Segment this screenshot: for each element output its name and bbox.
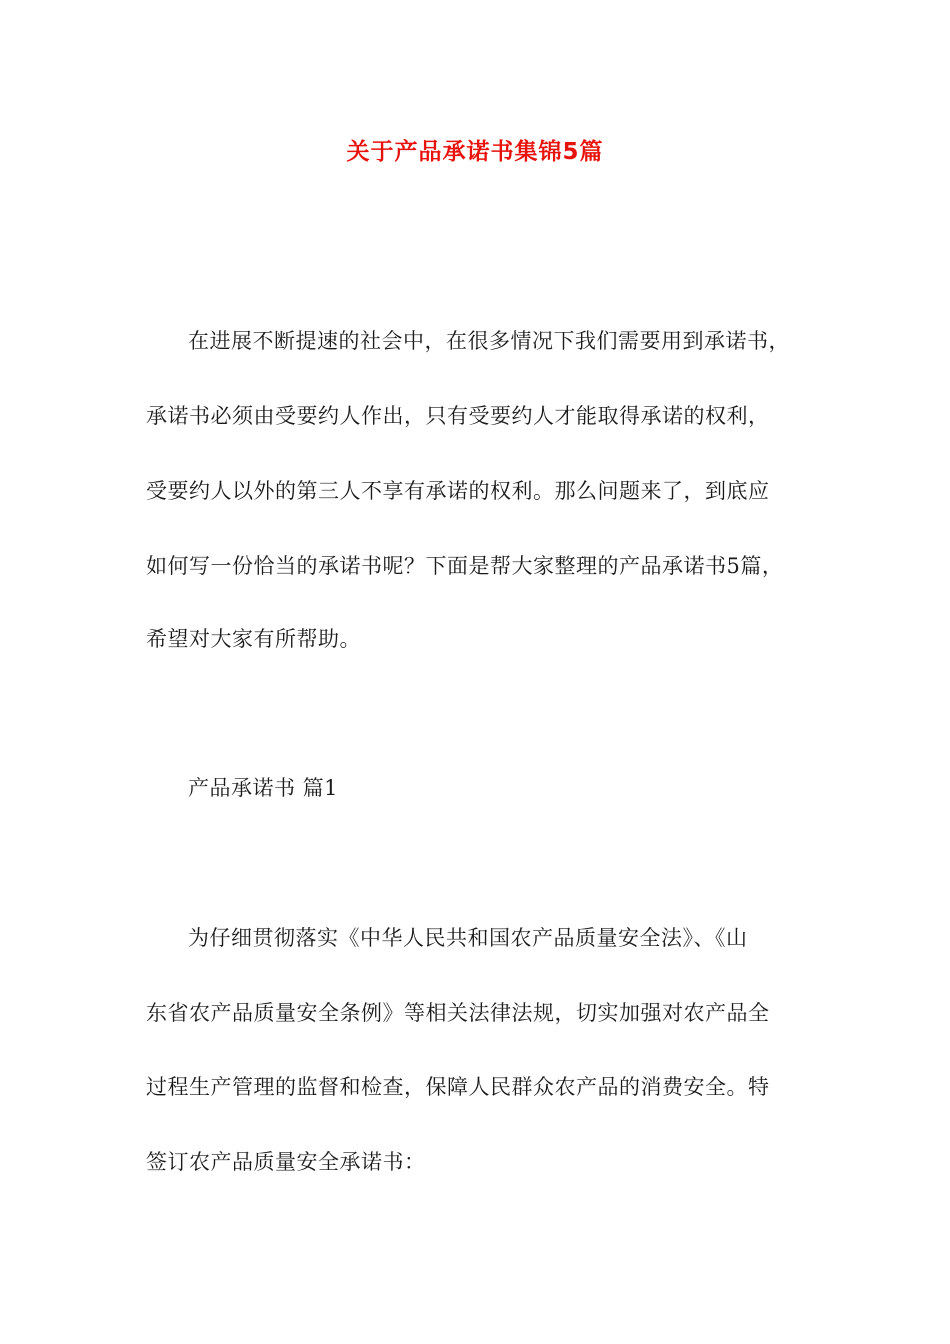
intro-line-4: 如何写一份恰当的承诺书呢？下面是帮大家整理的产品承诺书5篇，: [146, 554, 784, 578]
body-line-1: 为仔细贯彻落实《中华人民共和国农产品质量安全法》、《山: [188, 926, 748, 950]
intro-line-1: 在进展不断提速的社会中，在很多情况下我们需要用到承诺书，: [188, 329, 790, 353]
intro-line-3: 受要约人以外的第三人不享有承诺的权利。那么问题来了，到底应: [146, 479, 770, 503]
body-line-2: 东省农产品质量安全条例》等相关法律法规，切实加强对农产品全: [146, 1001, 770, 1025]
body-line-4: 签订农产品质量安全承诺书：: [146, 1150, 426, 1174]
document-title: 关于产品承诺书集锦5篇: [346, 139, 604, 165]
section-heading: 产品承诺书 篇1: [188, 776, 339, 800]
intro-line-2: 承诺书必须由受要约人作出，只有受要约人才能取得承诺的权利，: [146, 404, 770, 428]
intro-line-5: 希望对大家有所帮助。: [146, 627, 361, 651]
body-line-3: 过程生产管理的监督和检查，保障人民群众农产品的消费安全。特: [146, 1075, 770, 1099]
